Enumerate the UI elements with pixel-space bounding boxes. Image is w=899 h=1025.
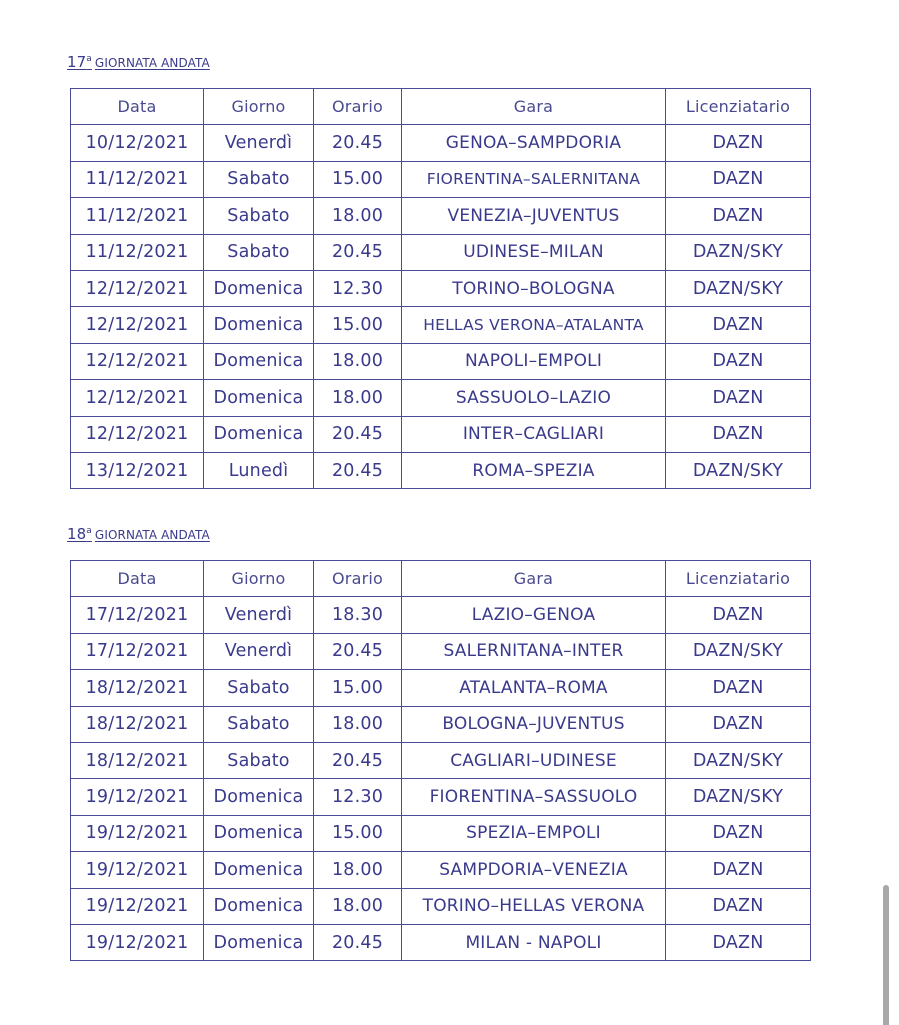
broadcaster-cell: DAZN [666,815,811,851]
time-cell: 20.45 [314,125,402,161]
match-cell: BOLOGNA–JUVENTUS [402,706,666,742]
match-cell: VENEZIA–JUVENTUS [402,198,666,234]
broadcaster-cell: DAZN [666,343,811,379]
day-cell: Sabato [204,198,314,234]
match-cell: LAZIO–GENOA [402,597,666,633]
match-cell: FIORENTINA–SASSUOLO [402,779,666,815]
date-cell: 10/12/2021 [71,125,204,161]
table-row [71,742,811,778]
time-cell: 15.00 [314,161,402,197]
day-cell: Domenica [204,307,314,343]
date-cell: 19/12/2021 [71,815,204,851]
schedule-table-17 [70,88,811,489]
match-cell: ROMA–SPEZIA [402,452,666,488]
broadcaster-cell: DAZN/SKY [666,452,811,488]
broadcaster-cell: DAZN [666,198,811,234]
day-cell: Domenica [204,888,314,924]
table-row [71,380,811,416]
match-cell: HELLAS VERONA–ATALANTA [402,307,666,343]
time-cell: 20.45 [314,633,402,669]
table-row [71,670,811,706]
day-cell: Domenica [204,852,314,888]
time-cell: 15.00 [314,815,402,851]
broadcaster-cell: DAZN/SKY [666,779,811,815]
date-cell: 19/12/2021 [71,852,204,888]
time-cell: 18.00 [314,343,402,379]
date-cell: 11/12/2021 [71,198,204,234]
section-title-18 [67,525,210,543]
time-cell: 18.00 [314,888,402,924]
broadcaster-cell: DAZN [666,706,811,742]
col-header-orario: Orario [314,561,402,597]
col-header-gara: Gara [402,89,666,125]
match-cell: UDINESE–MILAN [402,234,666,270]
day-cell: Venerdì [204,597,314,633]
date-cell: 19/12/2021 [71,924,204,960]
table-row [71,815,811,851]
broadcaster-cell: DAZN/SKY [666,633,811,669]
round-label: GIORNATA ANDATA [94,528,210,542]
date-cell: 17/12/2021 [71,597,204,633]
day-cell: Sabato [204,706,314,742]
time-cell: 18.00 [314,706,402,742]
time-cell: 18.00 [314,198,402,234]
broadcaster-cell: DAZN [666,670,811,706]
table-row [71,597,811,633]
col-header-gara: Gara [402,561,666,597]
day-cell: Venerdì [204,125,314,161]
time-cell: 18.00 [314,380,402,416]
date-cell: 12/12/2021 [71,380,204,416]
vertical-scrollbar[interactable] [883,885,889,1025]
time-cell: 15.00 [314,307,402,343]
match-cell: ATALANTA–ROMA [402,670,666,706]
day-cell: Domenica [204,779,314,815]
day-cell: Domenica [204,343,314,379]
match-cell: MILAN - NAPOLI [402,924,666,960]
col-header-orario: Orario [314,89,402,125]
ordinal-suffix: a [86,526,92,536]
round-number: 17 [67,53,87,71]
table-row [71,852,811,888]
day-cell: Lunedì [204,452,314,488]
col-header-giorno: Giorno [204,89,314,125]
match-cell: TORINO–HELLAS VERONA [402,888,666,924]
date-cell: 12/12/2021 [71,416,204,452]
broadcaster-cell: DAZN [666,380,811,416]
match-cell: SAMPDORIA–VENEZIA [402,852,666,888]
col-header-licenziatario: Licenziatario [666,561,811,597]
date-cell: 13/12/2021 [71,452,204,488]
date-cell: 11/12/2021 [71,234,204,270]
table-row [71,779,811,815]
table-row [71,706,811,742]
date-cell: 17/12/2021 [71,633,204,669]
broadcaster-cell: DAZN/SKY [666,742,811,778]
table-row [71,888,811,924]
broadcaster-cell: DAZN [666,888,811,924]
day-cell: Domenica [204,815,314,851]
day-cell: Sabato [204,670,314,706]
date-cell: 12/12/2021 [71,307,204,343]
table-row [71,270,811,306]
broadcaster-cell: DAZN [666,416,811,452]
time-cell: 18.30 [314,597,402,633]
day-cell: Sabato [204,742,314,778]
time-cell: 12.30 [314,270,402,306]
table-row [71,125,811,161]
day-cell: Sabato [204,234,314,270]
table-row [71,234,811,270]
col-header-data: Data [71,561,204,597]
col-header-giorno: Giorno [204,561,314,597]
match-cell: NAPOLI–EMPOLI [402,343,666,379]
time-cell: 20.45 [314,234,402,270]
broadcaster-cell: DAZN [666,852,811,888]
table-row [71,924,811,960]
col-header-data: Data [71,89,204,125]
match-cell: SASSUOLO–LAZIO [402,380,666,416]
day-cell: Domenica [204,416,314,452]
time-cell: 18.00 [314,852,402,888]
match-cell: SPEZIA–EMPOLI [402,815,666,851]
table-row [71,452,811,488]
date-cell: 19/12/2021 [71,779,204,815]
broadcaster-cell: DAZN [666,307,811,343]
day-cell: Sabato [204,161,314,197]
date-cell: 11/12/2021 [71,161,204,197]
table-row [71,161,811,197]
round-label: GIORNATA ANDATA [94,56,210,70]
broadcaster-cell: DAZN [666,125,811,161]
table-row [71,633,811,669]
match-cell: GENOA–SAMPDORIA [402,125,666,161]
date-cell: 12/12/2021 [71,270,204,306]
table-row [71,198,811,234]
broadcaster-cell: DAZN [666,597,811,633]
table-row [71,343,811,379]
time-cell: 20.45 [314,452,402,488]
table-row [71,416,811,452]
header-row [71,561,811,597]
time-cell: 12.30 [314,779,402,815]
time-cell: 20.45 [314,924,402,960]
date-cell: 19/12/2021 [71,888,204,924]
time-cell: 15.00 [314,670,402,706]
match-cell: SALERNITANA–INTER [402,633,666,669]
match-cell: FIORENTINA–SALERNITANA [402,161,666,197]
date-cell: 18/12/2021 [71,670,204,706]
schedule-table-18 [70,560,811,961]
date-cell: 12/12/2021 [71,343,204,379]
time-cell: 20.45 [314,416,402,452]
day-cell: Domenica [204,380,314,416]
match-cell: TORINO–BOLOGNA [402,270,666,306]
time-cell: 20.45 [314,742,402,778]
broadcaster-cell: DAZN/SKY [666,270,811,306]
broadcaster-cell: DAZN [666,924,811,960]
broadcaster-cell: DAZN [666,161,811,197]
day-cell: Venerdì [204,633,314,669]
ordinal-suffix: a [86,54,92,64]
section-title-17 [67,53,210,71]
match-cell: INTER–CAGLIARI [402,416,666,452]
day-cell: Domenica [204,270,314,306]
day-cell: Domenica [204,924,314,960]
table-row [71,307,811,343]
broadcaster-cell: DAZN/SKY [666,234,811,270]
round-number: 18 [67,525,87,543]
col-header-licenziatario: Licenziatario [666,89,811,125]
header-row [71,89,811,125]
date-cell: 18/12/2021 [71,742,204,778]
match-cell: CAGLIARI–UDINESE [402,742,666,778]
date-cell: 18/12/2021 [71,706,204,742]
